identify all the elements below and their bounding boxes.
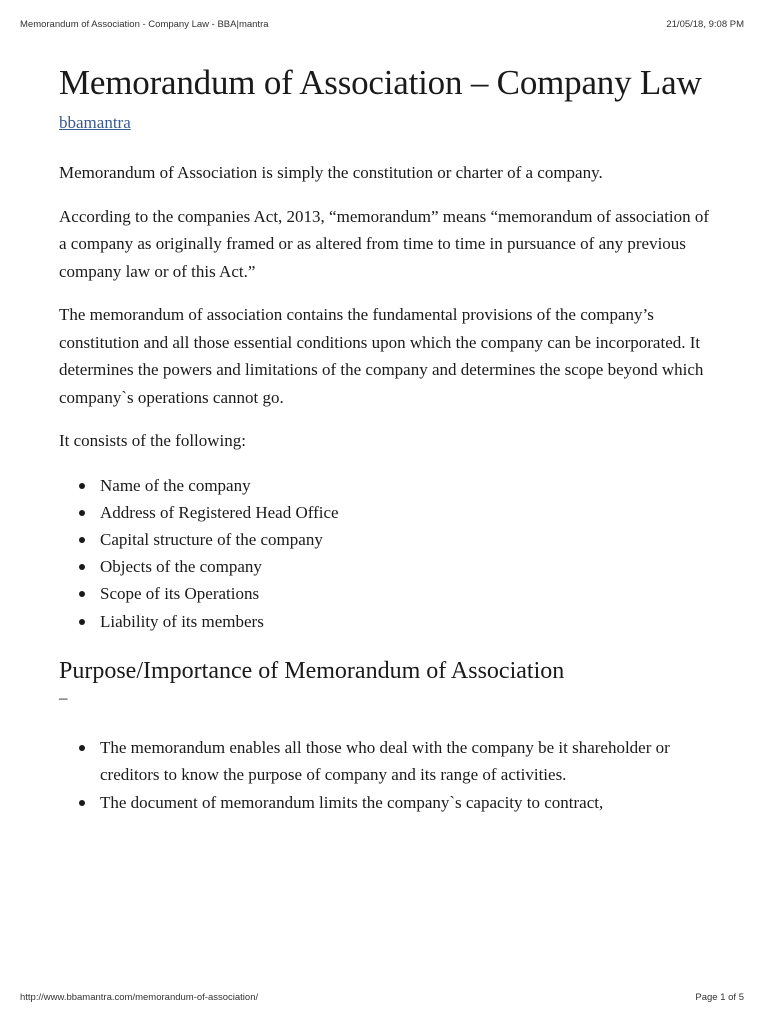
list-item — [59, 472, 719, 499]
bullet-icon — [79, 800, 85, 806]
bullet-icon — [79, 483, 85, 489]
intro-paragraph: Memorandum of Association is simply the constitution or charter of a company. — [59, 163, 603, 182]
list-item-text: Scope of its Operations — [100, 584, 260, 604]
list-item-text: Name of the company — [100, 475, 251, 495]
print-datetime: 21/05/18, 9:08 PM — [666, 18, 744, 30]
print-url: http://www.bbamantra.com/memorandum-of-association/ — [20, 991, 259, 1003]
bullet-icon — [79, 537, 85, 543]
list-item — [59, 580, 719, 607]
consists-paragraph: It consists of the following: — [59, 431, 246, 450]
contents-list — [59, 472, 719, 635]
bullet-icon — [79, 564, 85, 570]
provisions-paragraph: The memorandum of association contains the fundamental provisions of the company’s constitution and all those essential conditions upon which the company can be incorporated. It determines the powers and limitations of the company and determines the scope beyond which company`s operations cannot go. — [59, 305, 704, 407]
list-item-text: Objects of the company — [100, 557, 262, 577]
article-title: Memorandum of Association – Company Law — [59, 63, 702, 102]
print-header — [20, 17, 744, 31]
list-item — [59, 608, 719, 635]
list-item — [59, 553, 719, 580]
section-heading-dash: – — [59, 687, 68, 707]
list-item-text: Capital structure of the company — [100, 529, 323, 549]
list-item — [59, 526, 719, 553]
article — [59, 60, 719, 816]
list-item — [59, 789, 719, 817]
bullet-icon — [79, 510, 85, 516]
list-item-text: Address of Registered Head Office — [100, 502, 339, 522]
list-item — [59, 734, 719, 789]
list-item-text: The document of memorandum limits the company`s capacity to contract, — [100, 792, 604, 812]
bullet-icon — [79, 745, 85, 751]
print-page-title: Memorandum of Association - Company Law - BBA|mantra — [20, 18, 269, 30]
author-link[interactable]: bbamantra — [59, 113, 131, 132]
list-item-text: The memorandum enables all those who deal with the company be it shareholder or creditors to know the purpose of company and its range of activities. — [100, 737, 670, 785]
bullet-icon — [79, 591, 85, 597]
bullet-icon — [79, 619, 85, 625]
list-item — [59, 499, 719, 526]
purpose-list — [59, 734, 719, 817]
print-footer — [20, 990, 744, 1004]
definition-paragraph: According to the companies Act, 2013, “memorandum” means “memorandum of association of a company as originally framed or as altered from time to time in pursuance of any previous company law or of this Act.” — [59, 206, 710, 281]
list-item-text: Liability of its members — [100, 611, 264, 631]
page-indicator: Page 1 of 5 — [695, 991, 744, 1003]
section-heading: Purpose/Importance of Memorandum of Association — [59, 657, 565, 684]
